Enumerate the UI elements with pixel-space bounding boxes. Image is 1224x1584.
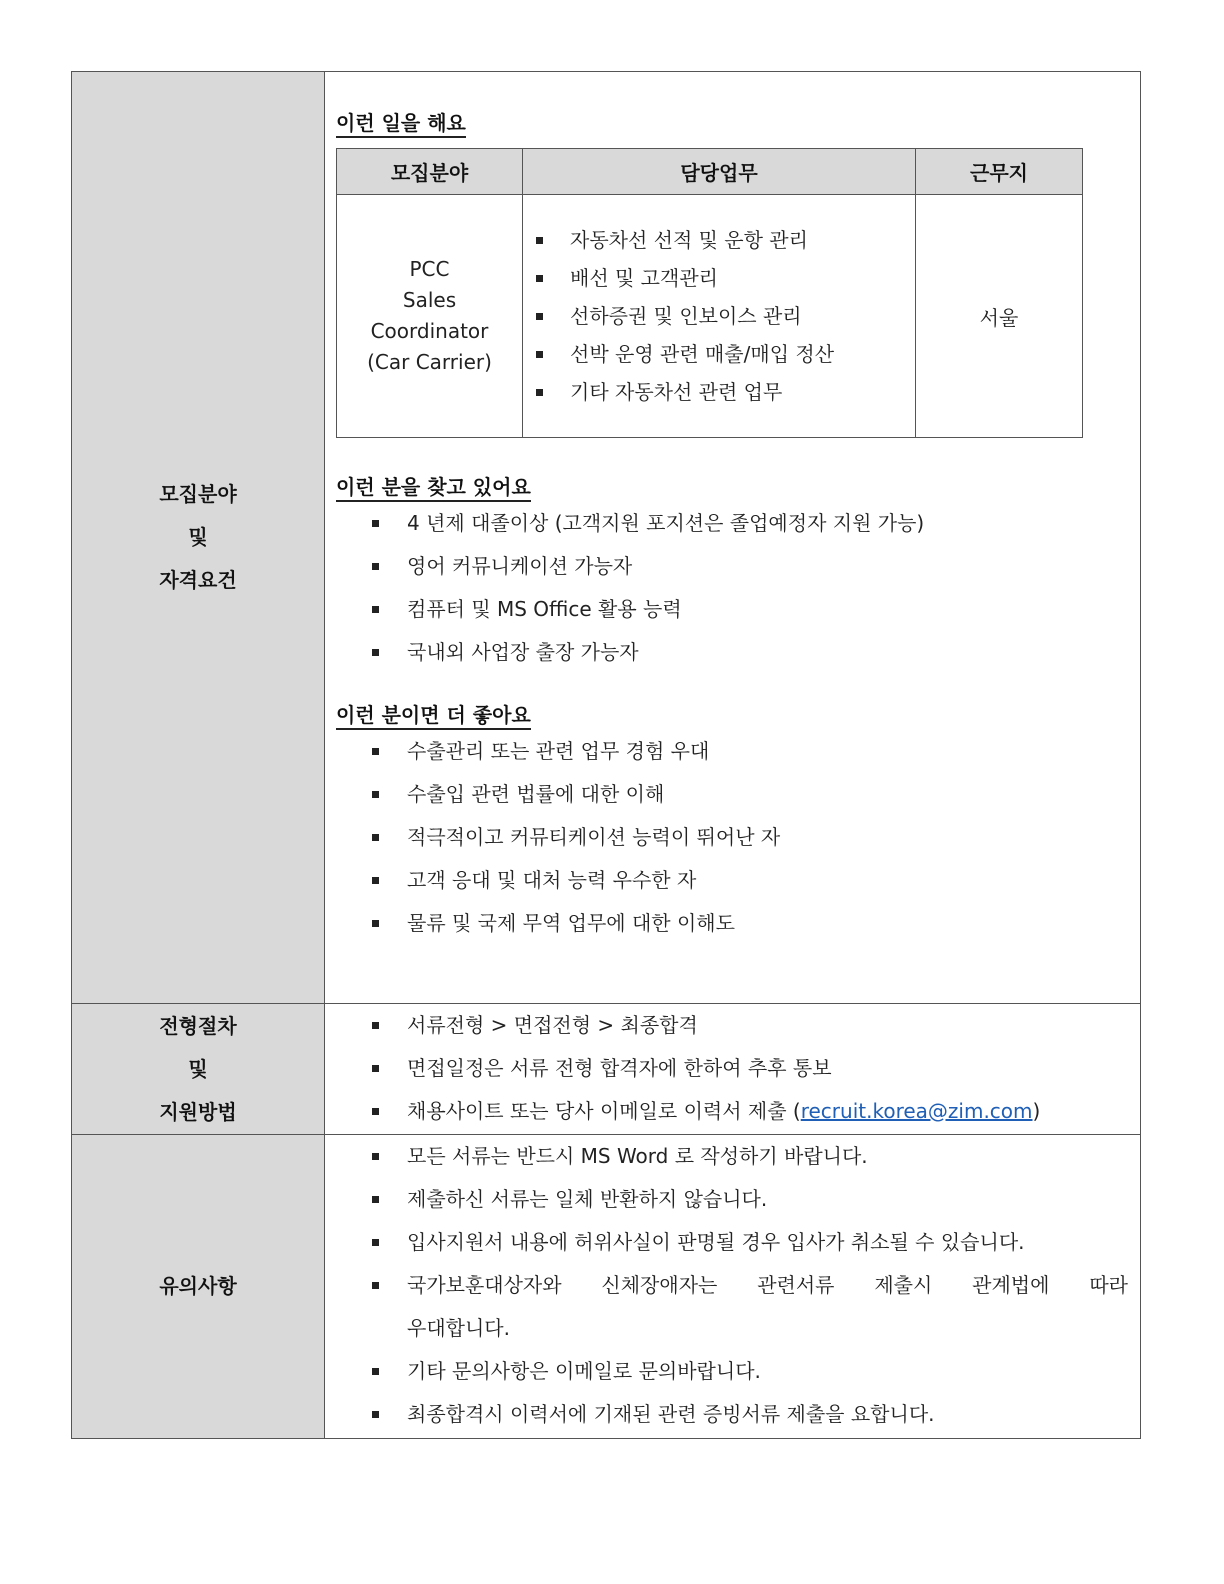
note-item: 제출하신 서류는 일체 반환하지 않습니다. [325,1178,1140,1221]
process-list [325,1004,1140,1133]
location-cell: 서울 [916,195,1083,438]
process-item: 면접일정은 서류 전형 합격자에 한하여 추후 통보 [325,1047,1140,1090]
email-link[interactable]: recruit.korea@zim.com [800,1099,1033,1123]
recruit-label [72,72,325,1004]
preferred-list [325,730,1140,945]
recruit-label-line: 및 [188,525,208,549]
recruit-content [325,72,1141,1004]
note-word: 제출시 [874,1273,933,1297]
recruit-row [72,72,1141,1004]
justified-line [407,1264,1140,1307]
preferred-item: 물류 및 국제 무역 업무에 대한 이해도 [325,902,1140,945]
preferred-item: 수출입 관련 법률에 대한 이해 [325,773,1140,816]
duty-item: 자동차선 선적 및 운항 관리 [488,221,914,259]
process-label-line: 및 [188,1056,208,1081]
note-word: 관계법에 [972,1273,1050,1297]
duties-cell [523,195,916,438]
note-item: 모든 서류는 반드시 MS Word 로 작성하기 바랍니다. [325,1135,1140,1178]
process-label-line: 전형절차 [159,1013,237,1038]
apply-suffix: ) [1032,1099,1041,1123]
job-table-header: 담당업무 [523,149,916,195]
requirement-item: 국내외 사업장 출장 가능자 [325,631,1140,674]
preferred-item: 적극적이고 커뮤티케이션 능력이 뛰어난 자 [325,816,1140,859]
process-content [325,1004,1141,1135]
recruit-label-line: 모집분야 [159,482,237,506]
recruit-label-line: 자격요건 [159,568,237,592]
job-section-title: 이런 일을 해요 [336,110,466,138]
position-line: Sales [402,288,457,312]
requirement-item: 영어 커뮤니케이션 가능자 [325,545,1140,588]
apply-prefix: 채용사이트 또는 당사 이메일로 이력서 제출 ( [407,1099,801,1123]
note-word: 국가보훈대상자와 [407,1273,562,1297]
pref-section-title: 이런 분이면 더 좋아요 [336,702,531,730]
note-item: 기타 문의사항은 이메일로 문의바랍니다. [325,1350,1140,1393]
note-word: 따라 [1089,1273,1128,1297]
job-table-header: 모집분야 [337,149,523,195]
notes-list [325,1135,1140,1436]
duty-item: 배선 및 고객관리 [488,259,914,297]
preferred-item: 수출관리 또는 관련 업무 경험 우대 [325,730,1140,773]
recruitment-table [71,71,1141,1439]
job-table [336,148,1083,438]
process-label-line: 지원방법 [159,1099,237,1124]
preferred-item: 고객 응대 및 대처 능력 우수한 자 [325,859,1140,902]
requirement-item: 4 년제 대졸이상 (고객지원 포지션은 졸업예정자 지원 가능) [325,502,1140,545]
process-label [72,1004,325,1135]
process-item-apply [325,1090,1140,1133]
position-line: (Car Carrier) [367,350,492,374]
position-line: PCC [409,257,450,281]
requirements-list [325,502,1140,674]
req-section-title: 이런 분을 찾고 있어요 [336,474,531,502]
note-word: 신체장애자는 [601,1273,718,1297]
note-continuation: 우대합니다. [407,1316,510,1340]
notes-label: 유의사항 [72,1135,325,1439]
note-item: 최종합격시 이력서에 기재된 관련 증빙서류 제출을 요합니다. [325,1393,1140,1436]
duty-item: 기타 자동차선 관련 업무 [488,373,914,411]
requirement-item: 컴퓨터 및 MS Office 활용 능력 [325,588,1140,631]
notes-content [325,1135,1141,1439]
note-item-justified [325,1264,1140,1350]
job-table-header: 근무지 [916,149,1083,195]
note-word: 관련서류 [757,1273,835,1297]
duty-item: 선박 운영 관련 매출/매입 정산 [488,335,914,373]
notes-row [72,1135,1141,1439]
process-row [72,1004,1141,1135]
position-line: Coordinator [370,319,489,343]
note-item: 입사지원서 내용에 허위사실이 판명될 경우 입사가 취소될 수 있습니다. [325,1221,1140,1264]
process-item: 서류전형 > 면접전형 > 최종합격 [325,1004,1140,1047]
duty-item: 선하증권 및 인보이스 관리 [488,297,914,335]
